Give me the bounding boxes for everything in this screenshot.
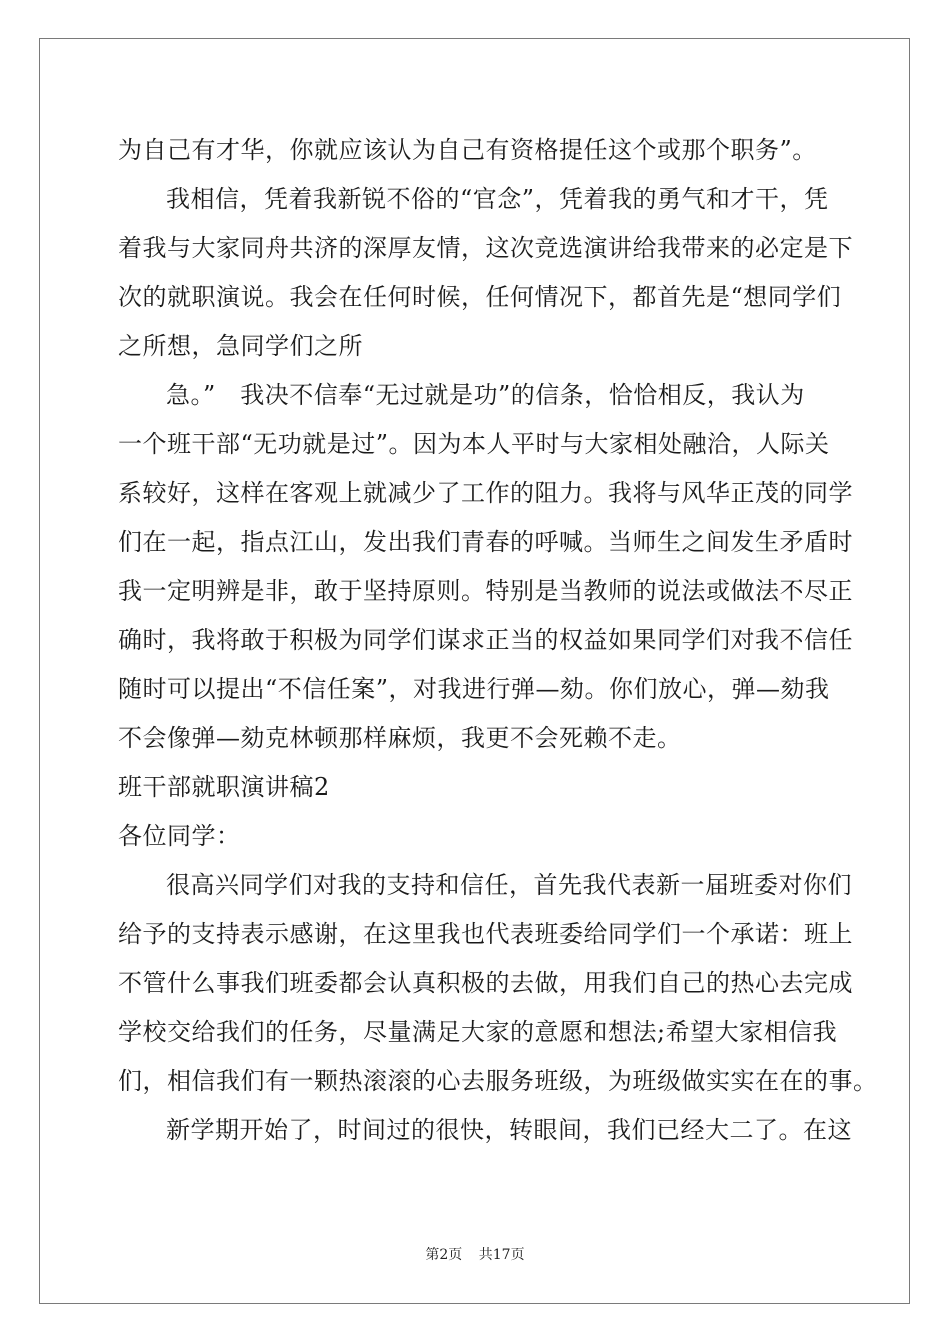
- text-line-5: 之所想，急同学们之所: [118, 332, 363, 360]
- text-line-10: 我一定明辨是非，敢于坚持原则。特别是当教师的说法或做法不尽正: [118, 577, 853, 605]
- document-body: [118, 126, 878, 1155]
- text-line-4: 次的就职演说。我会在任何时候，任何情况下，都首先是“想同学们: [118, 283, 842, 311]
- text-line-21: 新学期开始了，时间过的很快，转眼间，我们已经大二了。在这: [166, 1116, 852, 1144]
- text-line-8: 系较好，这样在客观上就减少了工作的阻力。我将与风华正茂的同学: [118, 479, 853, 507]
- text-line-20: 们，相信我们有一颗热滚滚的心去服务班级，为班级做实实在在的事。: [118, 1067, 878, 1095]
- text-line-9: 们在一起，指点江山，发出我们青春的呼喊。当师生之间发生矛盾时: [118, 528, 853, 556]
- text-line-11: 确时，我将敢于积极为同学们谋求正当的权益如果同学们对我不信任: [118, 626, 853, 654]
- text-line-17: 给予的支持表示感谢，在这里我也代表班委给同学们一个承诺：班上: [118, 920, 853, 948]
- text-line-7: 一个班干部“无功就是过”。因为本人平时与大家相处融洽，人际关: [118, 430, 830, 458]
- text-line-1: 为自己有才华，你就应该认为自己有资格提任这个或那个职务”。: [118, 136, 817, 164]
- page-number-current: 第2页: [425, 1247, 463, 1263]
- text-line-16: 很高兴同学们对我的支持和信任，首先我代表新一届班委对你们: [166, 871, 852, 899]
- text-line-6: 急。” 我决不信奉“无过就是功”的信条，恰恰相反，我认为: [166, 381, 805, 409]
- section-heading: 班干部就职演讲稿2: [118, 773, 330, 801]
- text-line-3: 着我与大家同舟共济的深厚友情，这次竞选演讲给我带来的必定是下: [118, 234, 853, 262]
- text-line-18: 不管什么事我们班委都会认真积极的去做，用我们自己的热心去完成: [118, 969, 853, 997]
- salutation: 各位同学：: [118, 822, 241, 850]
- text-line-13: 不会像弹—劾克林顿那样麻烦，我更不会死赖不走。: [118, 724, 682, 752]
- page-number-total: 共17页: [478, 1247, 525, 1263]
- text-line-12: 随时可以提出“不信任案”，对我进行弹—劾。你们放心，弹—劾我: [118, 675, 830, 703]
- text-line-2: 我相信，凭着我新锐不俗的“官念”，凭着我的勇气和才干，凭: [166, 185, 829, 213]
- page-footer: [0, 1244, 950, 1264]
- text-line-19: 学校交给我们的任务，尽量满足大家的意愿和想法;希望大家相信我: [118, 1018, 838, 1046]
